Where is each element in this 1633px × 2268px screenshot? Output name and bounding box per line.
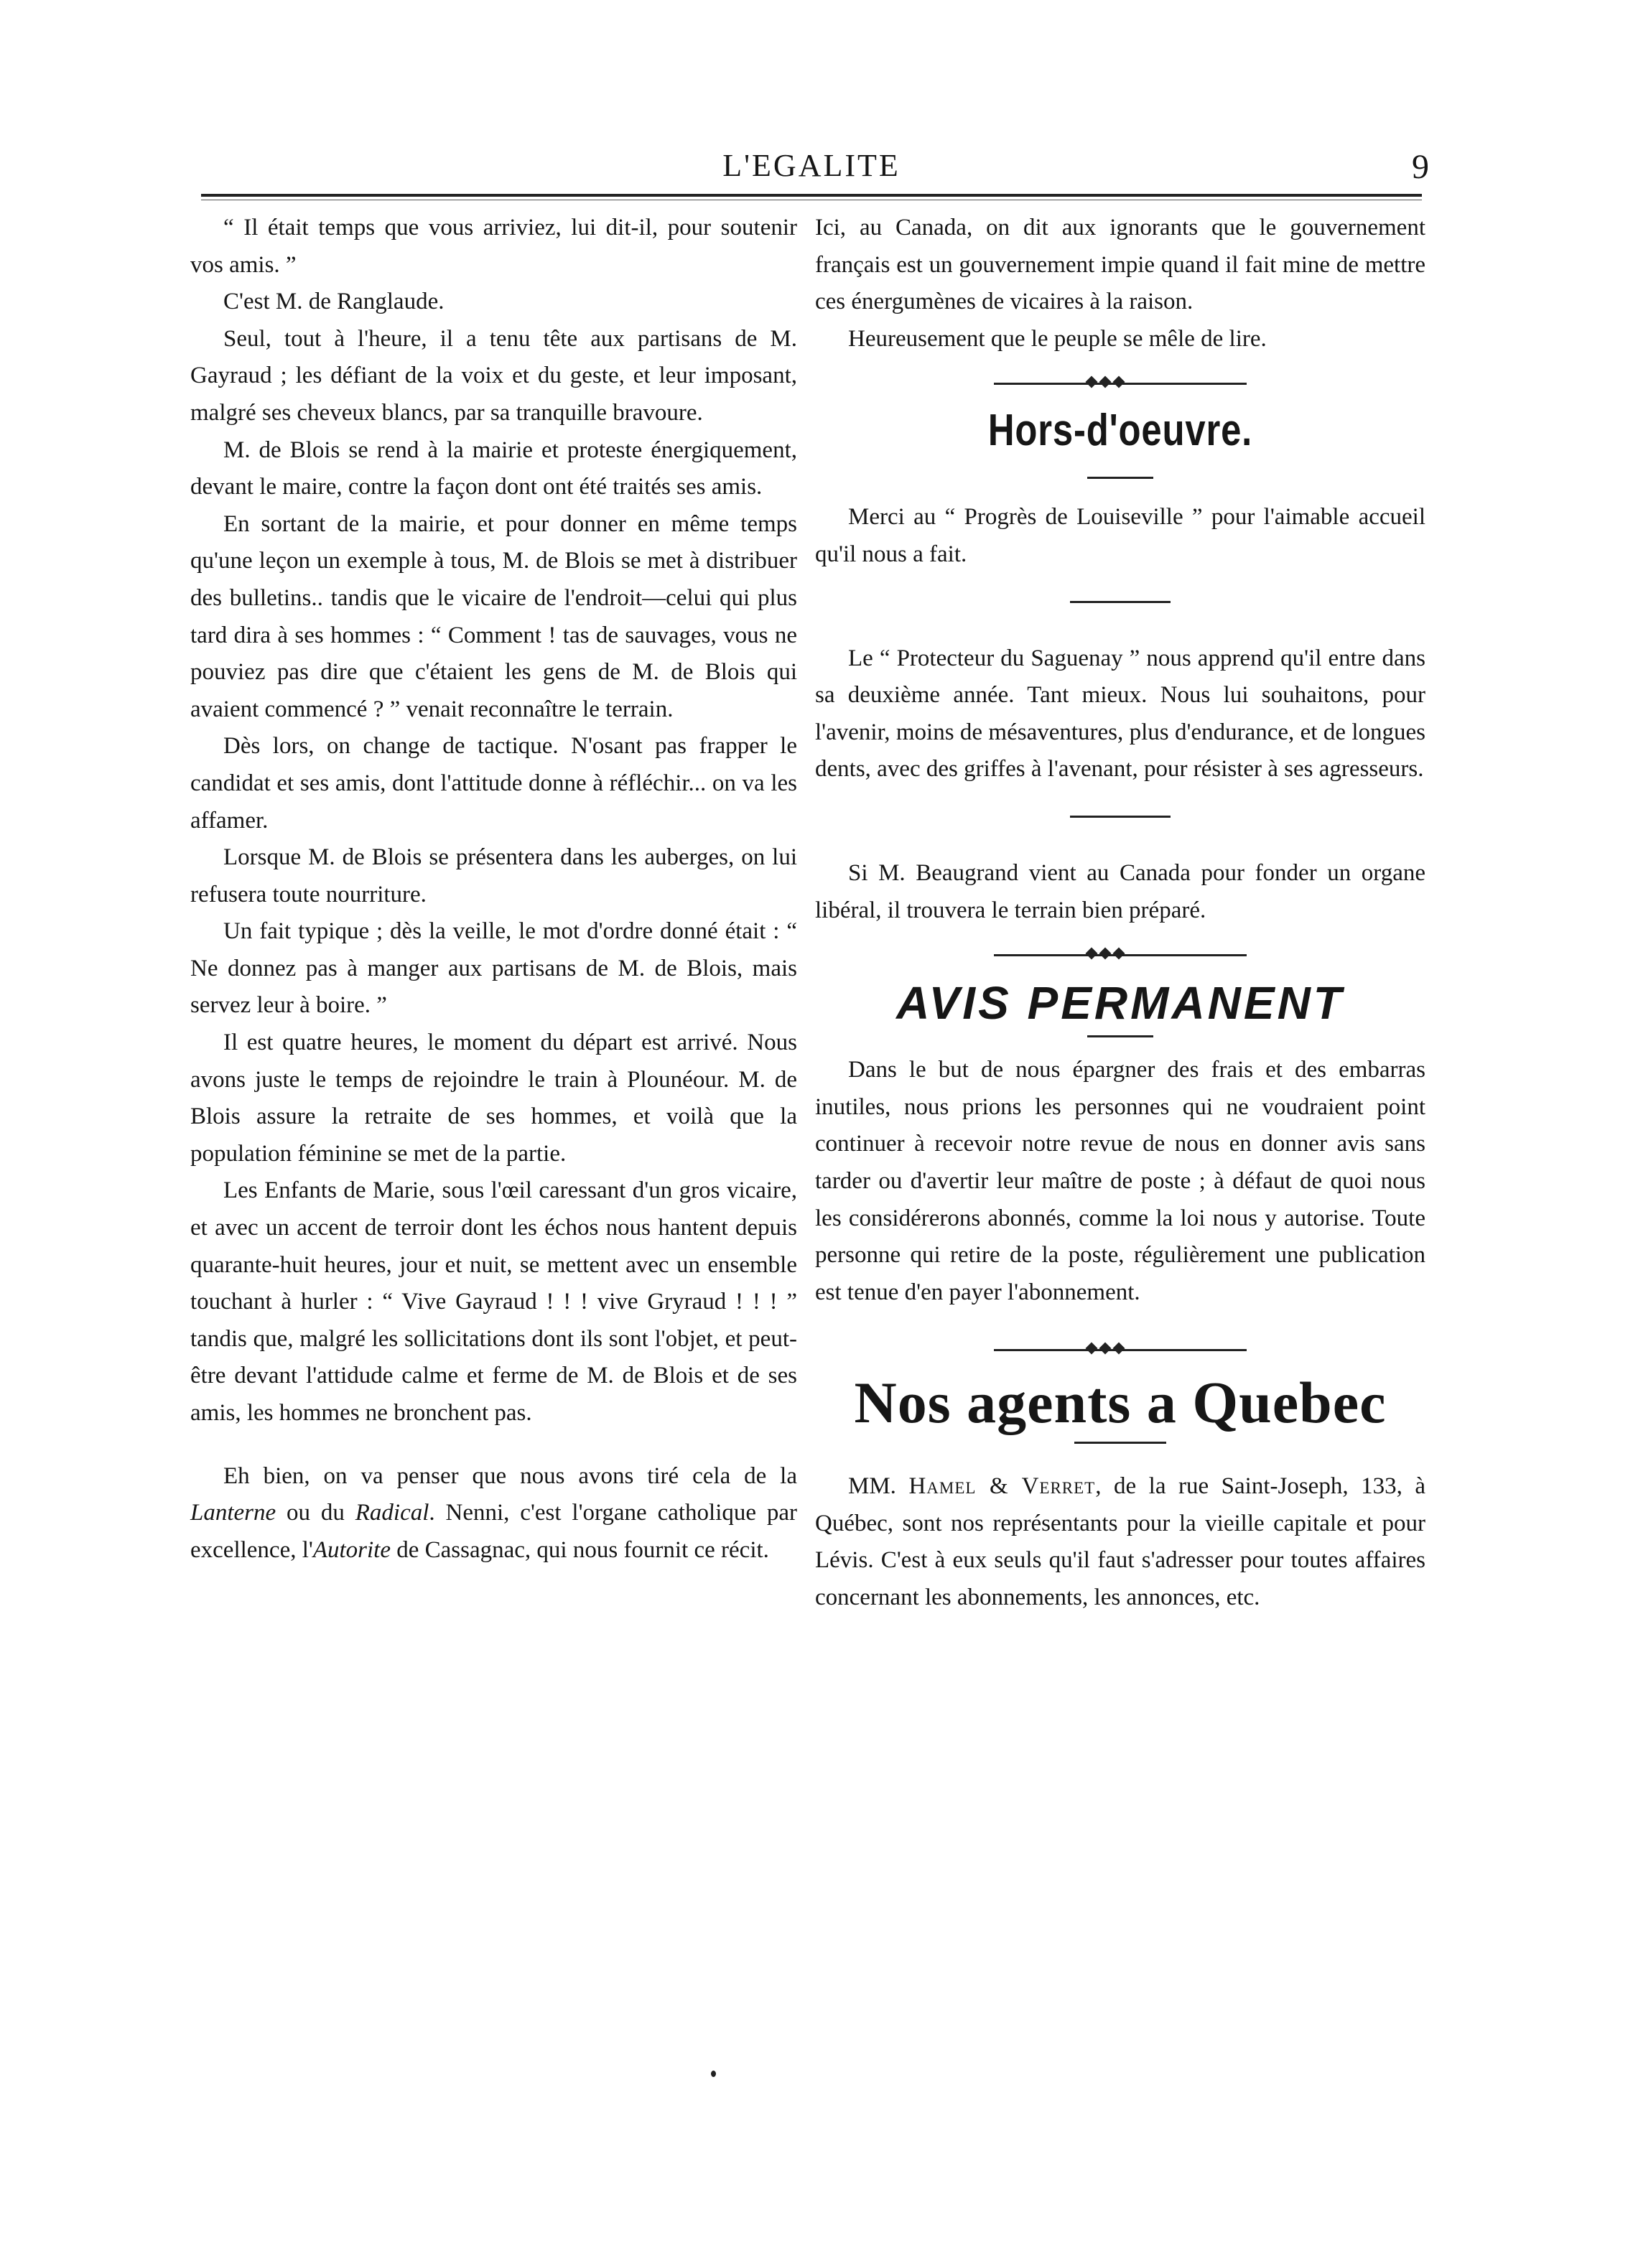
left-paragraph-9: Il est quatre heures, le moment du départ est arrivé. Nous avons juste le temps de rejoindre le train à Plounéour. M. de Blois assure la retraite de ses hommes, et voilà que la population féminine se met de la partie. (190, 1030, 797, 1167)
section-rule (1070, 601, 1171, 603)
lanterne-title: Lanterne (190, 1500, 276, 1526)
header-rule (201, 194, 1422, 197)
hors-item-2: Le “ Protecteur du Saguenay ” nous apprend qu'il entre dans sa deuxième année. Tant mieux. Nous lui souhaitons, pour l'avenir, moins de mésaventures, plus d'endurance, et de longues dents, avec des griffes à l'avenant, pour résister à ses agresseurs. (815, 645, 1425, 783)
section-rule (1070, 816, 1171, 818)
short-rule (1087, 477, 1153, 479)
autorite-title: Autorite (312, 1536, 391, 1563)
print-speck (711, 2071, 716, 2077)
final-text-4: de Cassagnac, qui nous fournit ce récit. (391, 1536, 769, 1563)
left-paragraph-6: Dès lors, on change de tactique. N'osant pas frapper le candidat et ses amis, dont l'attitude donne à réfléchir... on va les affamer. (190, 733, 797, 834)
agents-text: , de la rue Saint-Joseph, 133, à Québec, sont nos représentants pour la vieille capitale et pour Lévis. C'est à eux seuls qu'il faut s'adresser pour toutes affaires concernant les abonnements, les annonces, etc. (815, 1473, 1426, 1611)
agents-heading: Nos agents a Quebec (854, 1370, 1387, 1436)
left-paragraph-10: Les Enfants de Marie, sous l'œil caressant d'un gros vicaire, et avec un accent de terroir dont les échos nous hantent depuis quarante-huit heures, jour et nuit, se mettent avec un ensemble touchant à hurler : “ Vive Gayraud ! ! ! vive Gryraud ! ! ! ” tandis que, malgré les sollicitations dont ils sont l'objet, et peut-être devant l'attidude calme et ferme de M. de Blois et de ses amis, les hommes ne bronchent pas. (190, 1177, 797, 1426)
hors-doeuvre-heading: Hors-d'oeuvre. (987, 406, 1253, 456)
left-column (190, 210, 797, 1569)
left-paragraph-7: Lorsque M. de Blois se présentera dans les auberges, on lui refusera toute nourriture. (190, 844, 797, 907)
agents-paragraph (815, 1468, 1425, 1616)
avis-paragraph: Dans le but de nous épargner des frais et des embarras inutiles, nous prions les personnes qui ne voudraient point continuer à recevoir notre revue de nous en donner avis sans tarder ou d'avertir leur maître de poste ; à défaut de quoi nous les considérerons abonnés, comme la loi nous y autorise. Toute personne qui retire de la poste, régulièrement une publication est tenue d'en payer l'abonnement. (815, 1057, 1425, 1305)
running-title: L'EGALITE (722, 148, 901, 183)
agents-names: Hamel & Verret (908, 1473, 1096, 1500)
right-intro-paragraph-2: Heureusement que le peuple se mêle de lire. (848, 325, 1267, 352)
final-text-2: ou du (276, 1500, 355, 1526)
left-paragraph-2: C'est M. de Ranglaude. (223, 289, 445, 315)
avis-permanent-heading: AVIS PERMANENT (896, 977, 1344, 1030)
final-text-1: Eh bien, on va penser que nous avons tiré cela de la (223, 1462, 797, 1489)
left-paragraph-3: Seul, tout à l'heure, il a tenu tête aux partisans de M. Gayraud ; les défiant de la voix et du geste, et leur imposant, malgré ses cheveux blancs, par sa tranquille bravoure. (190, 325, 797, 426)
left-paragraph-8: Un fait typique ; dès la veille, le mot d'ordre donné était : “ Ne donnez pas à manger aux partisans de M. de Blois, mais servez leur à boire. ” (190, 918, 797, 1019)
hors-item-1: Merci au “ Progrès de Louiseville ” pour l'aimable accueil qu'il nous a fait. (815, 504, 1425, 567)
left-paragraph-1: “ Il était temps que vous arriviez, lui dit-il, pour soutenir vos amis. ” (190, 215, 797, 278)
ornament-rule (815, 941, 1425, 969)
final-text-3: . Nenni, c'est l'organe catholique par excellence, l' (190, 1500, 798, 1563)
short-rule (1074, 1442, 1166, 1444)
ornament-rule (815, 1335, 1425, 1364)
hors-item-3: Si M. Beaugrand vient au Canada pour fonder un organe libéral, il trouvera le terrain bien préparé. (815, 859, 1425, 923)
right-intro-paragraph-1: Ici, au Canada, on dit aux ignorants que le gouvernement français est un gouvernement impie quand il fait mine de mettre ces énergumènes de vicaires à la raison. (815, 215, 1425, 315)
page-number: 9 (1412, 148, 1429, 186)
left-paragraph-4: M. de Blois se rend à la mairie et proteste énergiquement, devant le maire, contre la façon dont ont été traités ses amis. (190, 437, 797, 500)
left-paragraph-final (190, 1458, 797, 1569)
radical-title: Radical (355, 1500, 429, 1526)
left-paragraph-5: En sortant de la mairie, et pour donner en même temps qu'une leçon un exemple à tous, M. de Blois se met à distribuer des bulletins.. tandis que le vicaire de l'endroit—celui qui plus tard dira à ses hommes : “ Comment ! tas de sauvages, vous ne pouviez pas dire que c'étaient les gens de M. de Blois qui avaient commencé ? ” venait reconnaître le terrain. (190, 510, 797, 722)
agents-prefix: MM. (848, 1473, 909, 1500)
right-column (815, 210, 1425, 1617)
running-header (194, 147, 1429, 197)
short-rule (1087, 1035, 1153, 1037)
ornament-rule (815, 369, 1425, 398)
